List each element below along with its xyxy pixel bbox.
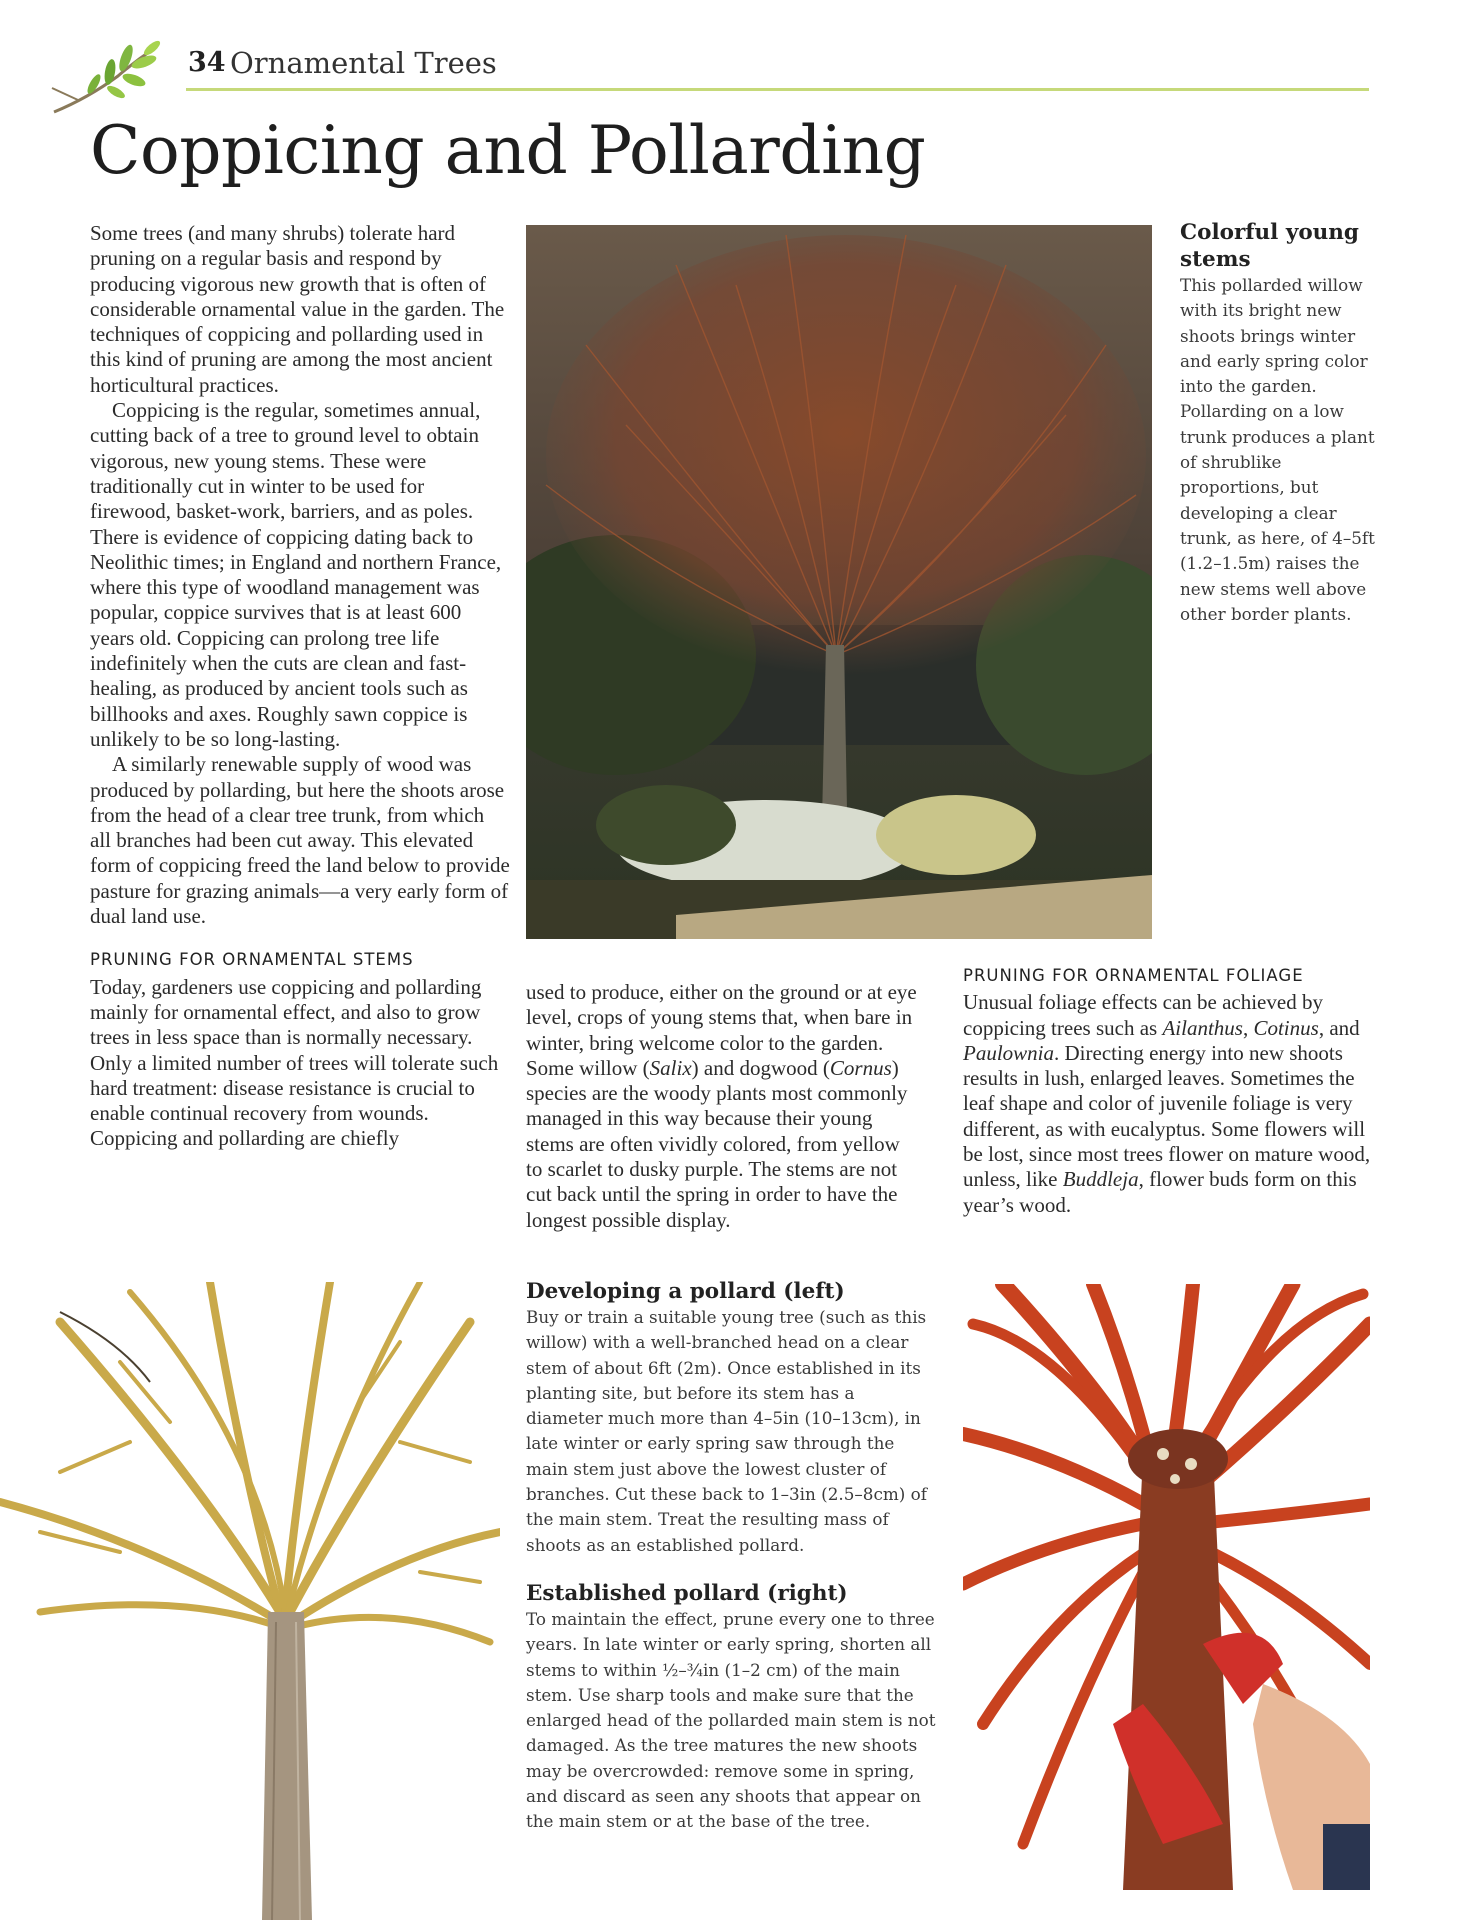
- colorful-stems-caption-text: This pollarded willow with its bright new shoots brings winter and early spring color into the garden. Pollarding on a low trunk produces a plant of shrublike proportions, but developing a clear trunk, as here, of 4–5ft (1.2–1.5m) raises the new stems well above other border plants.: [1180, 275, 1375, 624]
- paulownia-term: Paulownia: [963, 1040, 1055, 1065]
- established-pollard-caption-title: Established pollard (right): [526, 1581, 848, 1606]
- established-pollard-caption: [526, 1580, 936, 1835]
- foliage-text-2: ,: [1242, 1015, 1254, 1040]
- header-rule: [186, 88, 1369, 91]
- salix-term: Salix: [649, 1055, 692, 1080]
- stems-text-b1: used to produce, either on the ground or at eye level, crops of young stems that, when bare in winter, bring welcome color to the garden. Some willow (: [526, 980, 917, 1080]
- cotinus-term: Cotinus: [1253, 1015, 1319, 1040]
- buddleja-term: Buddleja: [1062, 1167, 1139, 1192]
- foliage-text-1: Unusual foliage effects can be achieved by coppicing trees such as: [963, 990, 1323, 1040]
- stems-text-b3: ) species are the woody plants most commonly managed in this way because their young stems are often vividly colored, from yellow to scarlet to dusky purple. The stems are not cut back until the spring in order to have the longest possible display.: [526, 1055, 908, 1232]
- intro-paragraph-1: Some trees (and many shrubs) tolerate hard pruning on a regular basis and respond by producing vigorous new growth that is often of considerable ornamental value in the garden. The techniques of coppicing and pollarding used in this kind of pruning are among the most ancient horticultural practices.: [90, 221, 505, 397]
- developing-pollard-caption-title: Developing a pollard (left): [526, 1279, 845, 1304]
- foliage-text-3: , and: [1318, 1015, 1360, 1040]
- intro-paragraph-3: A similarly renewable supply of wood was produced by pollarding, but here the shoots arose from the head of a clear tree trunk, from which all branches had been cut away. This elevated form of coppicing freed the land below to provide pasture for grazing animals—a very early form of dual land use.: [90, 752, 510, 929]
- colorful-stems-caption: [1180, 219, 1376, 627]
- developing-pollard-photo: [0, 1282, 500, 1920]
- page-number: 34: [188, 47, 226, 78]
- established-pollard-photo: [963, 1284, 1370, 1890]
- stems-heading: PRUNING FOR ORNAMENTAL STEMS: [90, 950, 414, 970]
- foliage-heading: PRUNING FOR ORNAMENTAL FOLIAGE: [963, 966, 1304, 985]
- ailanthus-term: Ailanthus: [1162, 1015, 1243, 1040]
- intro-paragraph-2: Coppicing is the regular, sometimes annual, cutting back of a tree to ground level to obtain vigorous, new young stems. These were traditionally cut in winter to be used for firewood, basket-work, barriers, and as poles. There is evidence of coppicing dating back to Neolithic times; in England and northern France, where this type of woodland management was popular, coppice survives that is at least 600 years old. Coppicing can prolong tree life indefinitely when the cuts are clean and fast-healing, as produced by ancient tools such as billhooks and axes. Roughly sawn coppice is unlikely to be so long-lasting.: [90, 398, 502, 751]
- stems-paragraph-a: Today, gardeners use coppicing and pollarding mainly for ornamental effect, and also to grow trees in less space than is normally necessary. Only a limited number of trees will tolerate such hard treatment: disease resistance is crucial to enable continual recovery from wounds. Coppicing and pollarding are chiefly: [90, 974, 499, 1151]
- foliage-column: [963, 963, 1375, 1218]
- page-title: Coppicing and Pollarding: [90, 112, 926, 189]
- developing-pollard-caption-text: Buy or train a suitable young tree (such as this willow) with a well-branched head on a clear stem of about 6ft (2m). Once established in its planting site, but before its stem has a diameter much more than 4–5in (10–13cm), in late winter or early spring saw through the main stem just above the lowest cluster of branches. Cut these back to 1–3in (2.5–8cm) of the main stem. Treat the resulting mass of shoots as an established pollard.: [526, 1307, 927, 1555]
- section-title: Ornamental Trees: [230, 46, 497, 80]
- established-pollard-caption-text: To maintain the effect, prune every one to three years. In late winter or early spring, shorten all stems to within ½–¾in (1–2 cm) of the main stem. Use sharp tools and make sure that the enlarged head of the pollarded main stem is not damaged. As the tree matures the new shoots may be overcrowded: remove some in spring, and discard as seen any shoots that appear on the main stem or at the base of the tree.: [526, 1609, 936, 1832]
- cornus-term: Cornus: [829, 1055, 892, 1080]
- foliage-text-4: . Directing energy into new shoots results in lush, enlarged leaves. Sometimes the leaf shape and color of juvenile foliage is very different, as with eucalyptus. Some flowers will be lost, since most trees flower on mature wood, unless, like: [963, 1040, 1371, 1192]
- pollarded-willow-photo: [526, 225, 1152, 939]
- stems-column-continued: [526, 980, 918, 1233]
- intro-column: [90, 221, 510, 1152]
- leaf-sprig-icon: [48, 36, 166, 122]
- colorful-stems-caption-title: Colorful young stems: [1180, 220, 1359, 272]
- stems-text-b2: ) and dogwood (: [691, 1055, 830, 1080]
- developing-pollard-caption: [526, 1278, 936, 1558]
- foliage-text-5: , flower buds form on this year’s wood.: [963, 1167, 1357, 1217]
